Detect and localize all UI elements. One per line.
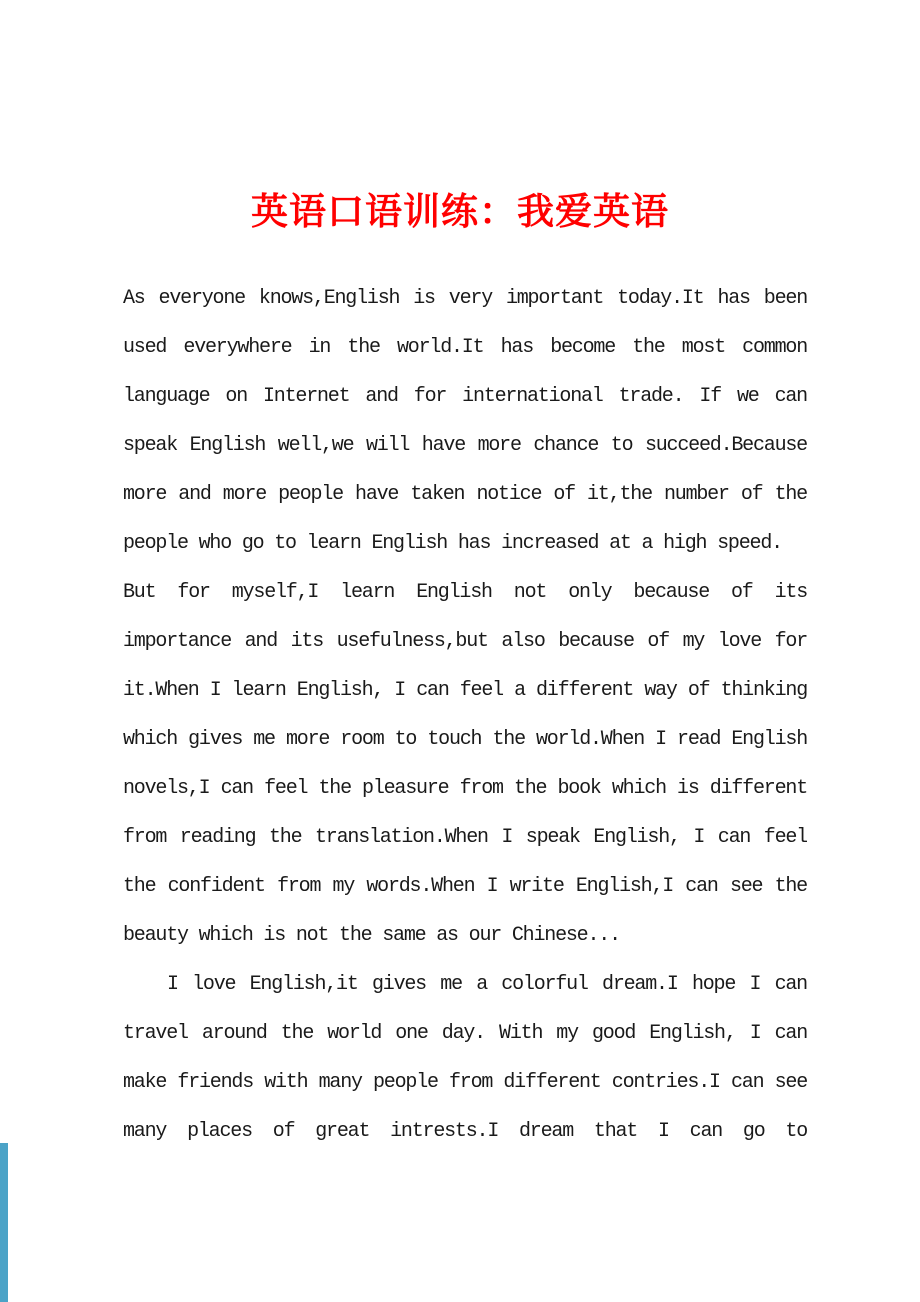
text-line: people who go to learn English has increased at a high speed.: [123, 532, 782, 555]
text-line: many places of great intrests.I dream that I can go to: [123, 1120, 807, 1143]
text-line: As everyone knows,English is very important today.It has been: [123, 287, 807, 310]
text-line: travel around the world one day. With my good English, I can: [123, 1022, 807, 1045]
text-line: novels,I can feel the pleasure from the book which is different: [123, 777, 807, 800]
text-line: which gives me more room to touch the world.When I read English: [123, 728, 807, 751]
left-edge-accent-bar: [0, 1143, 8, 1302]
text-line: But for myself,I learn English not only because of its: [123, 581, 807, 604]
text-line: the confident from my words.When I write English,I can see the: [123, 875, 807, 898]
text-line: beauty which is not the same as our Chinese...: [123, 924, 620, 947]
text-line: make friends with many people from different contries.I can see: [123, 1071, 807, 1094]
text-line: speak English well,we will have more chance to succeed.Because: [123, 434, 807, 457]
text-line: language on Internet and for international trade. If we can: [123, 385, 807, 408]
text-line: it.When I learn English, I can feel a different way of thinking: [123, 679, 807, 702]
document-body: [123, 274, 807, 1156]
text-line: I love English,it gives me a colorful dream.I hope I can: [167, 973, 807, 996]
document-title: 英语口语训练：我爱英语: [251, 190, 669, 233]
text-line: from reading the translation.When I speak English, I can feel: [123, 826, 807, 849]
text-line: more and more people have taken notice of it,the number of the: [123, 483, 807, 506]
text-line: used everywhere in the world.It has become the most common: [123, 336, 807, 359]
text-line: importance and its usefulness,but also because of my love for: [123, 630, 807, 653]
